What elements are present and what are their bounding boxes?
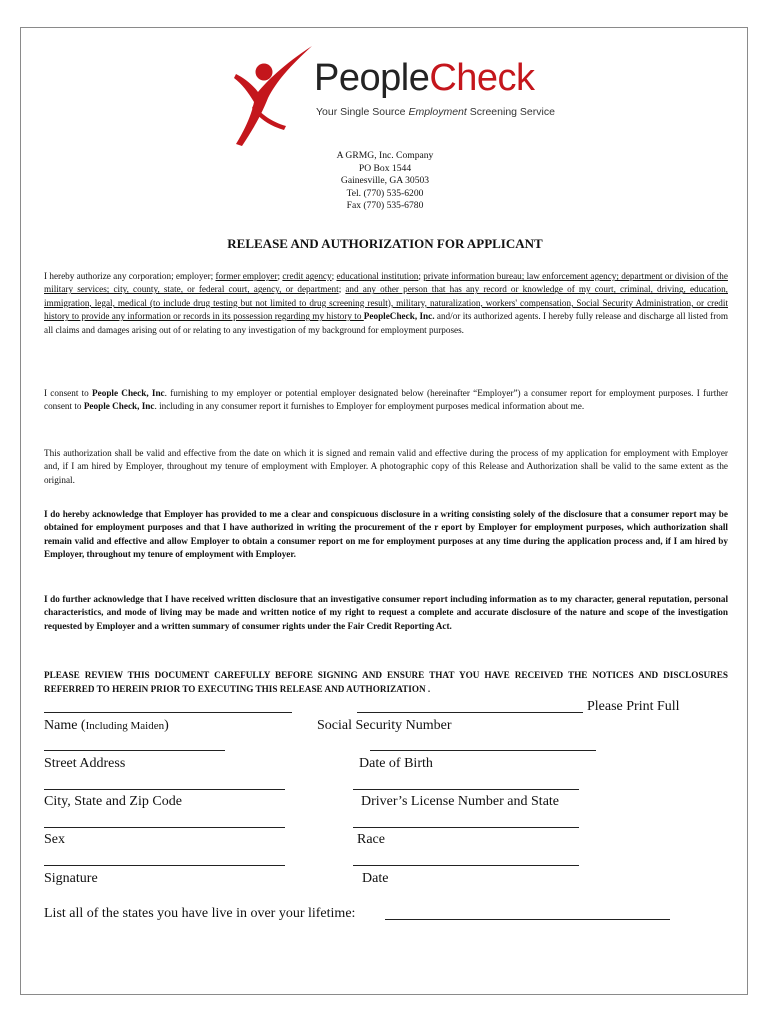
text: . furnishing to my employer or potential employer designated below (hereinafter “Employer”) a consumer report for employment purposes. I further consent to: [44, 388, 729, 412]
states-label: List all of the states you have live in over your lifetime:: [44, 906, 356, 921]
states-line[interactable]: [385, 919, 670, 920]
text: ;: [418, 271, 424, 281]
city-label: City, State and Zip Code: [44, 794, 182, 809]
investigative-ack-paragraph: I do further acknowledge that I have received written disclosure that an investigative consumer report including information as to my character, general reputation, personal characteristics, and mode of living may be made and written notice of my right to request a complete and accurate disclosure of the nature and scope of the investigation requested by Employer and a written summary of consumer rights under the Fair Credit Reporting Act.: [44, 594, 728, 631]
tagline: [316, 106, 555, 118]
license-label: Driver’s License Number and State: [361, 794, 560, 809]
text: Including Maiden: [85, 720, 165, 732]
ssn-line[interactable]: [357, 712, 583, 713]
text: private information bureau; law enforcement agency; department or division of the military services; city, county, state, or federal court, agency, or department: [44, 271, 728, 295]
text: and/or its authorized agents. I hereby fully release and discharge all listed from all claims and damages arising out of or relating to any investigation of my background for employment purposes.: [44, 311, 728, 335]
signature-line[interactable]: [44, 865, 285, 866]
text: People Check, Inc: [92, 388, 165, 398]
company-name: A GRMG, Inc. Company: [336, 150, 434, 161]
street-line[interactable]: [44, 750, 225, 751]
fax: Fax (770) 535-6780: [346, 200, 424, 212]
text: credit agency: [282, 271, 332, 281]
text: ;: [277, 271, 283, 281]
print-full-note: Please Print Full: [587, 699, 680, 714]
dob-label: Date of Birth: [359, 756, 433, 771]
text: People Check, Inc: [83, 401, 155, 412]
company-address: [300, 150, 470, 213]
city-line: Gainesville, GA 30503: [340, 175, 430, 187]
text: ;: [331, 271, 337, 281]
text: and any other person that has any record or knowledge of my court, criminal, driving, education, immigration, legal, medical (to include drug testing but not limited to drug screening result), military, naturalization, workers' compensation, Social Security Administration, or credit history to provide any information or records in its possession regarding my history to: [44, 284, 728, 322]
telephone: Tel. (770) 535-6200: [346, 187, 424, 199]
city-line[interactable]: [44, 789, 285, 790]
brand-check: Check: [429, 57, 535, 99]
tagline-end: Screening Service: [466, 106, 555, 118]
consent-paragraph: [44, 387, 728, 414]
text: ): [164, 718, 169, 733]
sex-line[interactable]: [44, 827, 285, 828]
text: educational institution: [336, 271, 419, 281]
text: I consent to: [44, 388, 93, 398]
authorization-paragraph: [44, 270, 728, 337]
license-line[interactable]: [353, 789, 579, 790]
name-line[interactable]: [44, 712, 292, 713]
race-line[interactable]: [353, 827, 579, 828]
street-label: Street Address: [44, 756, 126, 771]
text: ;: [338, 284, 346, 295]
tagline-start: Your Single Source: [316, 106, 409, 118]
document-title: RELEASE AND AUTHORIZATION FOR APPLICANT: [227, 236, 543, 251]
review-notice: PLEASE REVIEW THIS DOCUMENT CAREFULLY BEFORE SIGNING AND ENSURE THAT YOU HAVE RECEIVED THE NOTICES AND DISCLOSURES REFERRED TO HEREIN PRIOR TO EXECUTING THIS RELEASE AND AUTHORIZATION .: [44, 670, 728, 694]
signature-label: Signature: [44, 871, 98, 886]
text: Name (: [44, 718, 86, 733]
tagline-italic: Employment: [408, 106, 467, 118]
text: PeopleCheck, Inc.: [363, 311, 435, 322]
ssn-label: Social Security Number: [317, 718, 452, 733]
date-line[interactable]: [353, 865, 579, 866]
text: . including in any consumer report it furnishes to Employer for employment purposes medical information about me.: [154, 401, 585, 412]
text: I hereby authorize any corporation; employer;: [44, 271, 216, 281]
name-label: [44, 718, 169, 734]
brand-people: People: [314, 57, 430, 99]
race-label: Race: [357, 832, 385, 847]
po-box: PO Box 1544: [358, 162, 412, 174]
date-label: Date: [362, 871, 389, 886]
disclosure-ack-paragraph: I do hereby acknowledge that Employer has provided to me a clear and conspicuous disclosure in a writing consisting solely of the disclosure that a consumer report may be obtained for employment purposes and that I have authorized in writing the procurement of the r eport by Employer for employment purposes, which authorization shall remain valid and effective and allow Employer to obtain a consumer report on me for employment purposes at any time during the application process and, if I am hired by Employer, throughout my tenure of employment with Employer.: [44, 509, 728, 560]
text: former employer: [215, 271, 278, 281]
brand-name: [314, 58, 535, 98]
sex-label: Sex: [44, 832, 65, 847]
dob-line[interactable]: [370, 750, 596, 751]
validity-paragraph: This authorization shall be valid and effective from the date on which it is signed and remain valid and effective during the process of my application for employment with Employer and, if I am hired by Employer, throughout my tenure of employment with Employer. A photographic copy of this Release and Authorization shall be valid to the same extent as the original.: [44, 448, 728, 485]
